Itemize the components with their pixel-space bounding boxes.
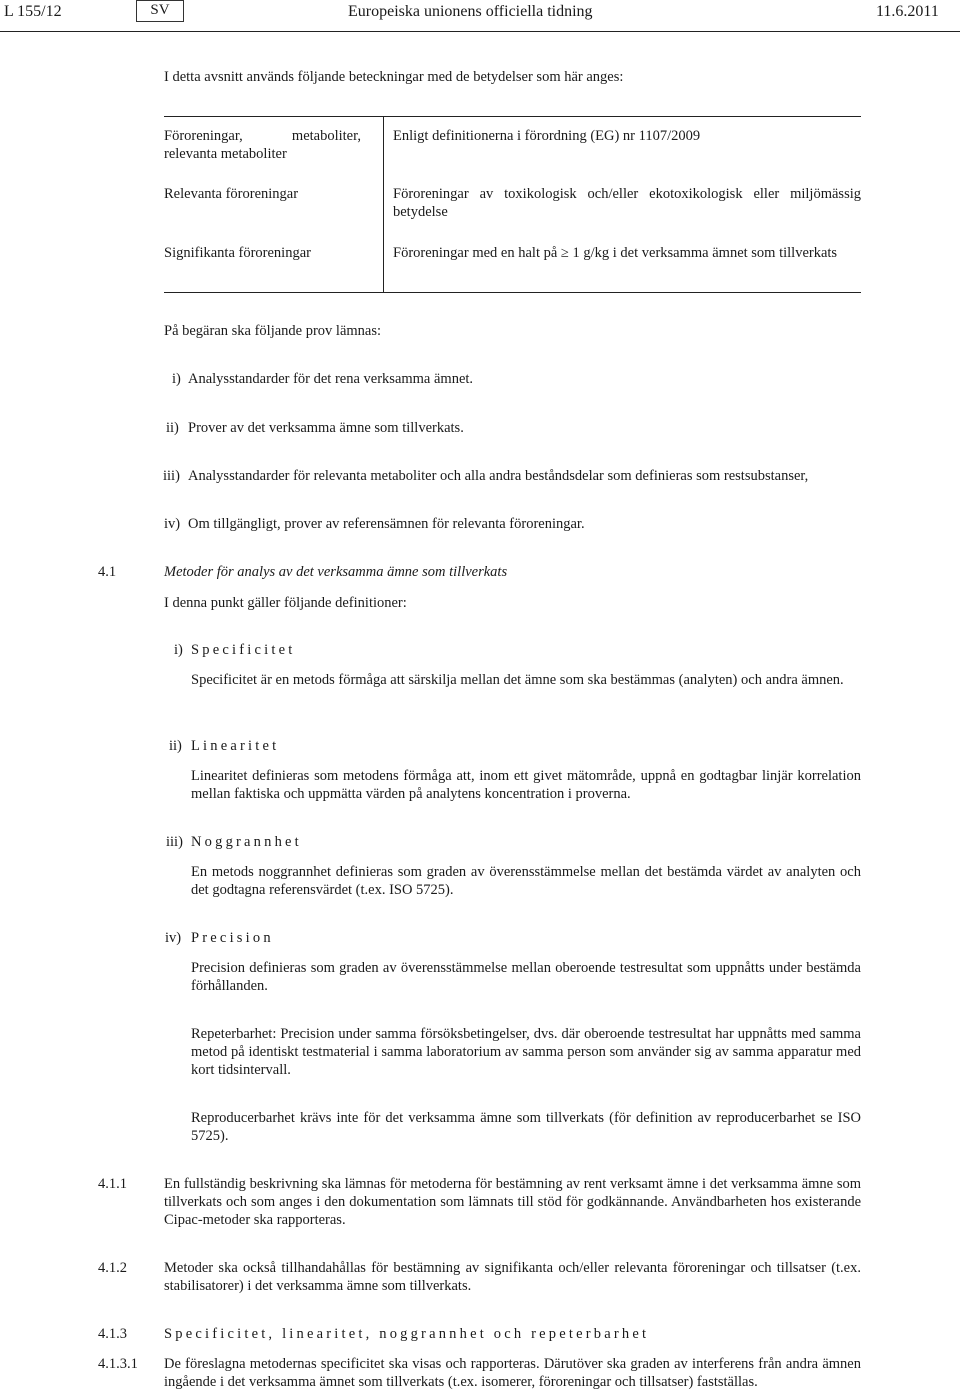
section-411-text: En fullständig beskrivning ska lämnas för metoderna för bestämning av rent verksamt ämne i det verksamma ämne som tillverkats och som anges i den dokumentation som lämnats till stöd för godkännande. Användbarheten hos existerande Cipac-metoder ska rapporteras. <box>164 1176 861 1228</box>
definition-num-3: iii) <box>166 834 183 850</box>
definition-title-specificitet: Specificitet <box>191 642 296 658</box>
definition-num-1: i) <box>174 642 183 658</box>
sample-num-3: iii) <box>163 468 180 484</box>
section-413-number: 4.1.3 <box>98 1326 127 1342</box>
page-reference: L 155/12 <box>4 3 62 20</box>
table-definition-3: Föroreningar med en halt på ≥ 1 g/kg i det verksamma ämnet som tillverkats <box>393 245 838 261</box>
sample-text-3: Analysstandarder för relevanta metaboliter och alla andra beståndsdelar som definieras som restsubstanser, <box>188 468 809 484</box>
header-divider <box>0 31 960 32</box>
table-column-divider <box>383 116 384 293</box>
section-413-title: Specificitet, linearitet, noggrannhet och repeterbarhet <box>164 1326 650 1342</box>
definition-text-linearitet: Linearitet definieras som metodens förmåga att, inom ett givet mätområde, uppnå en godtagbar linjär korrelation mellan faktiska och uppmätta värden på analytens koncentration i proverna. <box>191 768 861 802</box>
section-4131-text: De föreslagna metodernas specificitet ska visas och rapporteras. Därutöver ska graden av interferens från andra ämnen ingående i det verksamma ämnet som tillverkats (t.ex. isomerer, föroreningar och tillsatser) fastställas. <box>164 1356 861 1390</box>
section-41-intro: I denna punkt gäller följande definitioner: <box>164 595 407 611</box>
definition-num-4: iv) <box>165 930 182 946</box>
sample-text-2: Prover av det verksamma ämne som tillverkats. <box>188 420 464 436</box>
samples-intro: På begäran ska följande prov lämnas: <box>164 323 382 339</box>
definition-text-noggrannhet: En metods noggrannhet definieras som graden av överensstämmelse mellan det bestämda värdet av analyten och det godtagna referensvärdet (t.ex. ISO 5725). <box>191 864 861 898</box>
sample-num-2: ii) <box>166 420 179 436</box>
table-term-1: Föroreningar, metaboliter, relevanta metaboliter <box>164 128 361 162</box>
section-41-number: 4.1 <box>98 564 117 580</box>
section-4131-number: 4.1.3.1 <box>98 1356 138 1372</box>
sample-text-4: Om tillgängligt, prover av referensämnen för relevanta föroreningar. <box>188 516 585 532</box>
section-41-title: Metoder för analys av det verksamma ämne som tillverkats <box>164 564 508 580</box>
section-412-number: 4.1.2 <box>98 1260 127 1276</box>
journal-title: Europeiska unionens officiella tidning <box>348 3 593 20</box>
table-top-rule <box>164 116 861 117</box>
definition-title-precision: Precision <box>191 930 274 946</box>
sample-num-4: iv) <box>164 516 181 532</box>
table-definition-2: Föroreningar av toxikologisk och/eller ekotoxikologisk eller miljömässig betydelse <box>393 186 861 220</box>
definition-title-noggrannhet: Noggrannhet <box>191 834 302 850</box>
sample-num-1: i) <box>172 371 181 387</box>
table-bottom-rule <box>164 292 861 293</box>
definition-num-2: ii) <box>169 738 182 754</box>
table-term-2: Relevanta föroreningar <box>164 186 299 202</box>
publication-date: 11.6.2011 <box>876 3 939 20</box>
definition-text-repeterbarhet: Repeterbarhet: Precision under samma försöksbetingelser, dvs. där oberoende testresultat har uppnåtts med samma metod på identiskt testmaterial i samma laboratorium av samma person som använder sig av samma apparatur med kort tidsintervall. <box>191 1026 861 1078</box>
table-term-3: Signifikanta föroreningar <box>164 245 311 261</box>
definition-text-reproducerbarhet: Reproducerbarhet krävs inte för det verksamma ämne som tillverkats (för definition av reproducerbarhet se ISO 5725). <box>191 1110 861 1144</box>
definition-title-linearitet: Linearitet <box>191 738 280 754</box>
definition-text-specificitet: Specificitet är en metods förmåga att särskilja mellan det ämne som ska bestämmas (analyten) och andra ämnen. <box>191 672 844 688</box>
intro-paragraph: I detta avsnitt används följande beteckningar med de betydelser som här anges: <box>164 69 624 85</box>
definition-text-precision: Precision definieras som graden av överensstämmelse mellan oberoende testresultat som uppnåtts under bestämda förhållanden. <box>191 960 861 994</box>
sample-text-1: Analysstandarder för det rena verksamma ämnet. <box>188 371 474 387</box>
section-412-text: Metoder ska också tillhandahållas för bestämning av signifikanta och/eller relevanta föroreningar och tillsatser (t.ex. stabilisatorer) i det verksamma ämne som tillverkats. <box>164 1260 861 1294</box>
language-badge: SV <box>136 0 184 22</box>
section-411-number: 4.1.1 <box>98 1176 127 1192</box>
table-definition-1: Enligt definitionerna i förordning (EG) nr 1107/2009 <box>393 128 701 144</box>
